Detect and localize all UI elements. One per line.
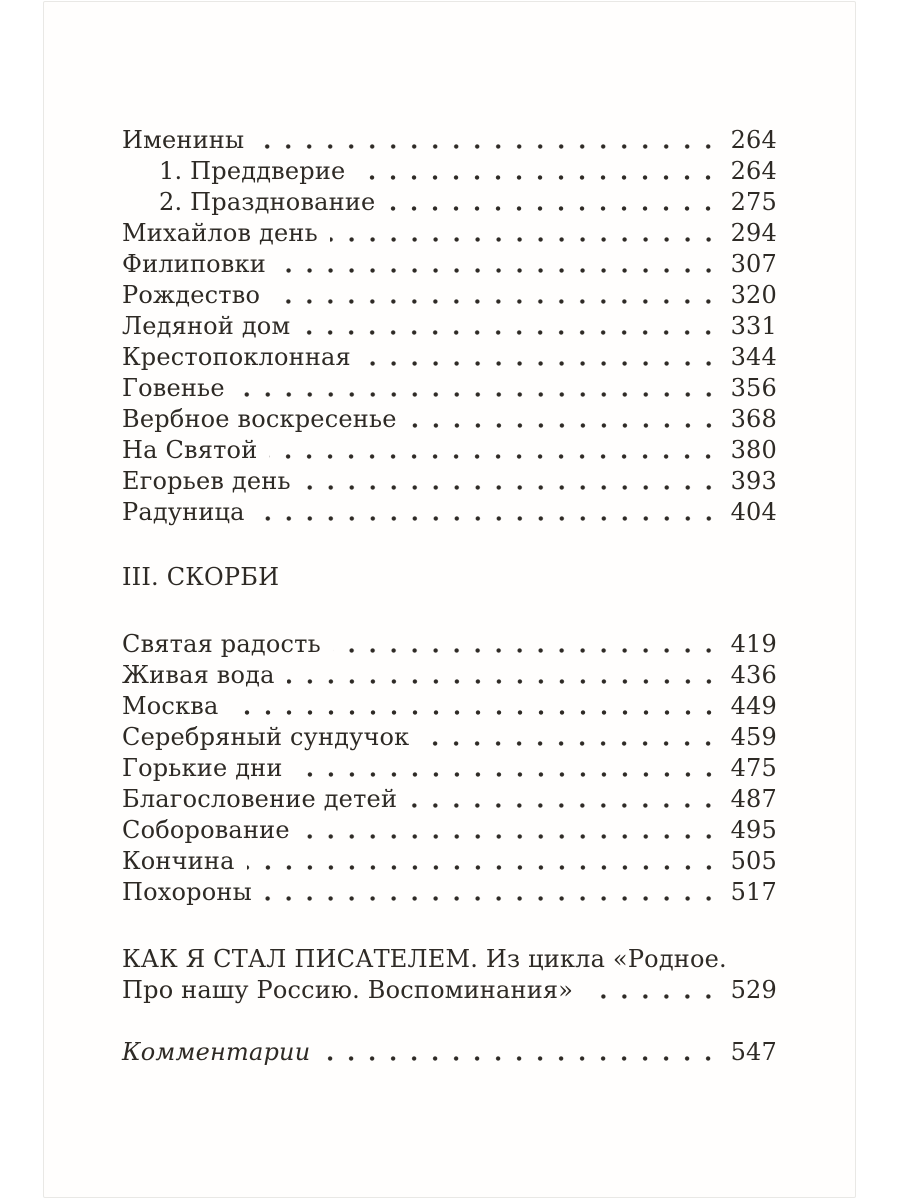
toc-entry: [122, 877, 777, 908]
toc-entry-label: Радуница: [122, 498, 245, 526]
section-heading-sorrows: III. СКОРБИ: [122, 563, 280, 591]
toc-entry-writer: [122, 944, 777, 1006]
toc-entry: [122, 311, 777, 342]
toc-entry-page: 436: [730, 661, 777, 689]
toc-entry-page: 356: [730, 374, 777, 402]
dot-leader: [269, 435, 719, 466]
toc-entry-page: 264: [730, 126, 777, 154]
dot-leader: [363, 342, 719, 373]
toc-entry-page: 505: [730, 847, 777, 875]
toc-entry-label: Михайлов день: [122, 219, 318, 247]
toc-entry-label: Крестопоклонная: [122, 343, 351, 371]
toc-entry-label: КАК Я СТАЛ ПИСАТЕЛЕМ. Из цикла «Родное.: [122, 945, 727, 973]
table-of-contents: [44, 2, 855, 1068]
toc-entry-label: Филиповки: [122, 250, 266, 278]
dot-leader: [231, 691, 720, 722]
dot-leader: [387, 187, 719, 218]
toc-entry: [122, 815, 777, 846]
toc-entry-label: 2. Празднование: [159, 188, 376, 216]
dot-leader: [256, 125, 719, 156]
dot-leader: [257, 497, 719, 528]
dot-leader: [421, 722, 719, 753]
toc-entry-label: Ледяной дом: [122, 312, 291, 340]
toc-entry-page: 404: [730, 498, 777, 526]
toc-entry-label: Благословение детей: [122, 785, 398, 813]
dot-leader: [287, 660, 719, 691]
toc-entry: [122, 342, 777, 373]
dot-leader: [585, 975, 719, 1006]
toc-entry-label: Вербное воскресенье: [122, 405, 397, 433]
dot-leader: [330, 218, 719, 249]
toc-entry-page: 275: [730, 188, 777, 216]
dot-leader: [278, 249, 719, 280]
toc-entry-label: Похороны: [122, 878, 252, 906]
toc-entry-label: Серебряный сундучок: [122, 723, 410, 751]
toc-entry-page: 517: [730, 878, 777, 906]
toc-entry-page: 380: [730, 436, 777, 464]
toc-entry-page: 419: [730, 630, 777, 658]
toc-entry: [122, 280, 777, 311]
toc-entry-page: 475: [730, 754, 777, 782]
dot-leader: [272, 280, 719, 311]
toc-entry-page: 529: [730, 976, 777, 1004]
toc-entry-page: 449: [730, 692, 777, 720]
toc-entry-page: 459: [730, 723, 777, 751]
toc-entry: [122, 249, 777, 280]
toc-entry: [122, 722, 777, 753]
toc-entry-label: Кончина: [122, 847, 235, 875]
toc-entry-page: 547: [730, 1038, 777, 1066]
toc-entry-label: 1. Преддверие: [159, 157, 346, 185]
dot-leader: [303, 466, 719, 497]
toc-entry-label: Говенье: [122, 374, 225, 402]
toc-entry: [122, 497, 777, 528]
toc-entry-page: 294: [730, 219, 777, 247]
toc-entry: [122, 125, 777, 156]
toc-entry-page: 393: [730, 467, 777, 495]
toc-entry-label: Горькие дни: [122, 754, 283, 782]
toc-entry: [122, 691, 777, 722]
toc-entry-page: 487: [730, 785, 777, 813]
dot-leader: [237, 373, 719, 404]
toc-entry-label: Соборование: [122, 816, 290, 844]
toc-entry-label: Москва: [122, 692, 219, 720]
dot-leader: [409, 404, 719, 435]
toc-entry: [122, 187, 777, 218]
dot-leader: [264, 877, 719, 908]
toc-entry-label: На Святой: [122, 436, 258, 464]
toc-entry-page: 344: [730, 343, 777, 371]
toc-entry-label: Живая вода: [122, 661, 275, 689]
toc-entry: [122, 156, 777, 187]
dot-leader: [295, 753, 719, 784]
toc-entry: [122, 404, 777, 435]
toc-entry: [122, 218, 777, 249]
toc-entry-page: 331: [730, 312, 777, 340]
toc-entry-page: 307: [730, 250, 777, 278]
toc-entry: [122, 435, 777, 466]
toc-entry-label: Егорьев день: [122, 467, 291, 495]
toc-entry: [122, 846, 777, 877]
toc-entry-label: Именины: [122, 126, 245, 154]
toc-entry-page: 264: [730, 157, 777, 185]
toc-entry: [122, 373, 777, 404]
toc-section-1: [122, 125, 777, 528]
toc-entry: [122, 466, 777, 497]
toc-entry-label: Про нашу Россию. Воспоминания»: [122, 976, 574, 1004]
toc-entry-page: 495: [730, 816, 777, 844]
page: [43, 1, 856, 1198]
toc-section-2: [122, 629, 777, 908]
toc-entry: [122, 629, 777, 660]
dot-leader: [302, 815, 719, 846]
dot-leader: [357, 156, 719, 187]
toc-entry-writer-line2: [122, 975, 777, 1006]
toc-entry-label: Комментарии: [122, 1038, 311, 1066]
dot-leader: [409, 784, 719, 815]
toc-entry-comments: [122, 1037, 777, 1068]
toc-entry-page: 368: [730, 405, 777, 433]
toc-entry-label: Рождество: [122, 281, 261, 309]
dot-leader: [302, 311, 719, 342]
toc-entry: [122, 784, 777, 815]
toc-entry-label: Святая радость: [122, 630, 321, 658]
dot-leader: [322, 1037, 719, 1068]
toc-entry-writer-line1: [122, 944, 777, 975]
dot-leader: [333, 629, 719, 660]
dot-leader: [247, 846, 719, 877]
toc-entry: [122, 660, 777, 691]
toc-entry-page: 320: [730, 281, 777, 309]
toc-entry: [122, 753, 777, 784]
